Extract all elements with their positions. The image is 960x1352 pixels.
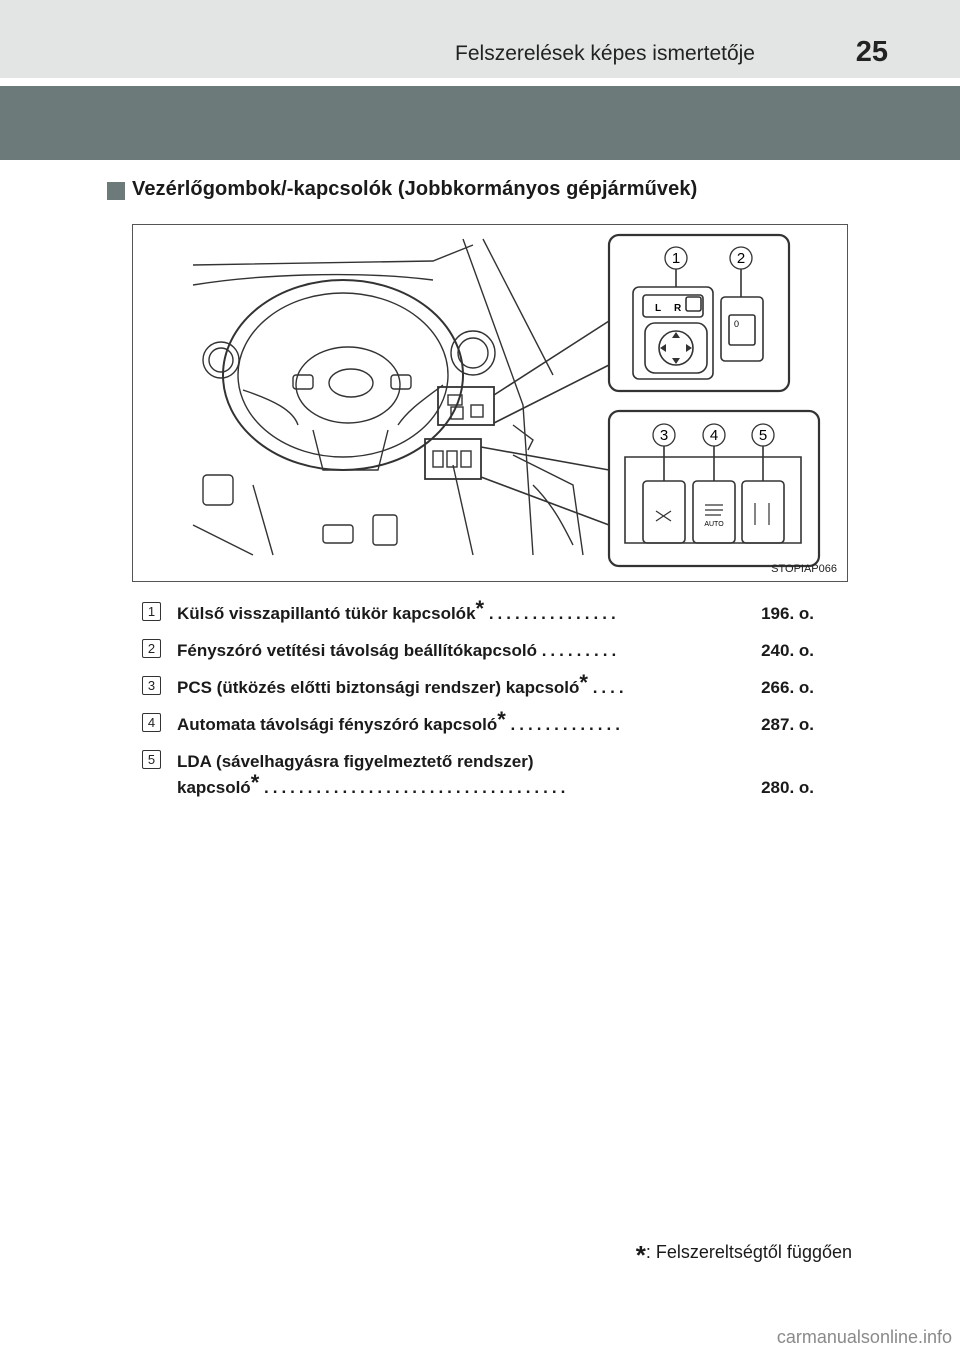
leader-dots: .... bbox=[592, 678, 628, 697]
page-reference: 266. o. bbox=[761, 678, 814, 697]
auto-label: AUTO bbox=[704, 521, 724, 528]
mirror-r-label: R bbox=[674, 303, 682, 314]
mirror-l-label: L bbox=[655, 303, 662, 314]
footnote-text: : Felszereltségtől függően bbox=[645, 1242, 852, 1262]
leader-dots: ......... bbox=[541, 641, 621, 660]
dashboard-illustration bbox=[132, 224, 848, 582]
item-number-badge: 4 bbox=[142, 713, 161, 732]
leader-dots: ................................... bbox=[264, 778, 570, 797]
section-title: Felszerelések képes ismertetője bbox=[455, 42, 755, 65]
page-reference: 196. o. bbox=[761, 604, 814, 623]
item-text bbox=[177, 596, 620, 624]
item-text bbox=[177, 670, 628, 698]
item-number-badge: 5 bbox=[142, 750, 161, 769]
legend-list bbox=[142, 596, 822, 808]
footnote-star: * bbox=[635, 1240, 646, 1270]
footnote-star: * bbox=[475, 596, 485, 622]
legend-item bbox=[142, 596, 822, 637]
item-number-badge: 3 bbox=[142, 676, 161, 695]
callout-3-label: 3 bbox=[659, 427, 669, 444]
legend-item bbox=[142, 748, 822, 808]
callout-5-label: 5 bbox=[758, 427, 768, 444]
leader-dots: ............. bbox=[510, 715, 624, 734]
header-band bbox=[0, 0, 960, 78]
watermark: carmanualsonline.info bbox=[776, 1327, 952, 1347]
item-label-line1: LDA (sávelhagyásra figyelmeztető rendszer) bbox=[177, 752, 534, 771]
dashboard-drawing bbox=[133, 225, 849, 583]
item-number-badge: 1 bbox=[142, 602, 161, 621]
legend-item bbox=[142, 670, 822, 711]
item-number-badge: 2 bbox=[142, 639, 161, 658]
heading-text: Vezérlőgombok/-kapcsolók (Jobbkormányos gépjárművek) bbox=[132, 178, 698, 200]
item-text bbox=[177, 707, 624, 735]
item-label-line2: kapcsoló bbox=[177, 778, 251, 797]
page-reference: 240. o. bbox=[761, 641, 814, 660]
leveling-zero-label: 0 bbox=[734, 319, 740, 329]
leader-dots: ............... bbox=[488, 604, 620, 623]
footnote bbox=[636, 1240, 852, 1271]
item-text bbox=[177, 641, 620, 661]
callout-4-label: 4 bbox=[709, 427, 719, 444]
callout-2-label: 2 bbox=[736, 250, 746, 267]
item-label: PCS (ütközés előtti biztonsági rendszer) kapcsoló bbox=[177, 678, 580, 697]
figure-code: STOPIAP066 bbox=[771, 563, 837, 575]
heading-bullet-icon bbox=[107, 182, 125, 200]
item-label: Fényszóró vetítési távolság beállítókapcsoló bbox=[177, 641, 537, 660]
page-reference: 280. o. bbox=[761, 778, 814, 797]
section-heading bbox=[107, 178, 697, 201]
callout-1-label: 1 bbox=[671, 250, 681, 267]
item-text bbox=[177, 770, 570, 798]
item-label: Külső visszapillantó tükör kapcsolók bbox=[177, 604, 476, 623]
page-number: 25 bbox=[855, 36, 888, 68]
legend-item bbox=[142, 637, 822, 674]
footnote-star: * bbox=[250, 770, 260, 796]
item-label: Automata távolsági fényszóró kapcsoló bbox=[177, 715, 498, 734]
chapter-band bbox=[0, 86, 960, 160]
footnote-star: * bbox=[497, 707, 506, 733]
page-reference: 287. o. bbox=[761, 715, 814, 734]
legend-item bbox=[142, 707, 822, 748]
footnote-star: * bbox=[579, 670, 588, 696]
